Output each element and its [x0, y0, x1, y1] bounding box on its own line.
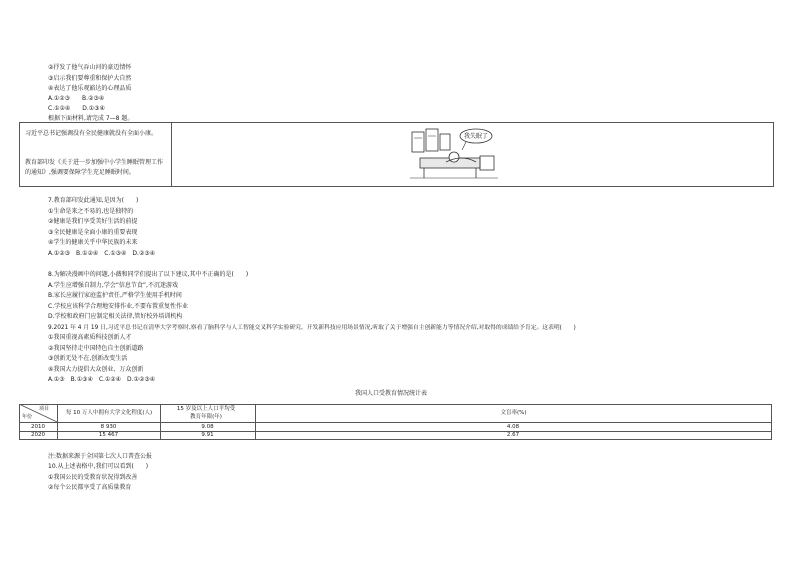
header-university: 每 10 万人中拥有大学文化程度(人) [65, 410, 153, 416]
q8-stem: 8.为解决漫画中的问题,小薇和同学们提出了以下建议,其中不正确的是( ) [48, 271, 249, 278]
row-2010-university: 8 930 [100, 424, 117, 430]
q6-option-2: ②抒发了他气吞山河的豪迈情怀 [48, 64, 132, 71]
q7-option-1: ①生命是来之不易的,也是独特的 [48, 208, 134, 215]
row-2010-illiteracy: 4.08 [506, 424, 520, 430]
table-rule [19, 404, 772, 405]
q6-option-3: ③启示我们要尊重和保护大自然 [48, 75, 132, 82]
material-box [19, 122, 774, 187]
q7-stem: 7.教育部印发此通知,是因为( ) [48, 197, 139, 204]
cartoon-image [406, 126, 502, 182]
q8-option-c: C.学校应该科学合理地安排作业,不要布置重复性作业 [48, 303, 189, 310]
q6-option-4: ④表达了他乐观豁达的心理品质 [48, 85, 132, 92]
q7-option-2: ②健康是我们享受美好生活的前提 [48, 218, 138, 225]
q6-choices-ab: A.①②③ B.②③④ [48, 95, 105, 102]
table-note: 注:数据来源于全国第七次人口普查公报 [48, 453, 153, 460]
q8-option-a: A.学生应增强自制力,学会“信息节食”,不沉迷游戏 [48, 282, 178, 289]
q9-option-2: ②我国坚持走中国特色自主创新道路 [48, 345, 144, 352]
q7-option-3: ③全民健康是全面小康的重要表现 [48, 229, 138, 236]
q8-option-d: D.学校和政府门应制定相关法律,管好校外培训机构 [48, 313, 183, 320]
header-schooling-line2: 教育年限(年) [190, 414, 222, 420]
table-rule [19, 439, 772, 440]
q9-choices: A.①③ B.①③④ C.①②④ D.①②③④ [48, 376, 156, 383]
header-item: 项目 [39, 406, 50, 412]
q7-option-4: ④学生的健康关乎中华民族的未来 [48, 239, 138, 246]
cartoon-bubble-text: 我失眠了 [463, 133, 489, 140]
q8-option-b: B.家长应履行家庭监护责任,严格学生使用手机时间 [48, 292, 182, 299]
material-intro: 根据下面材料,请完成 7—8 题。 [48, 115, 134, 122]
q9-option-3: ③创新无处不在,创新改变生活 [48, 355, 128, 362]
education-table [19, 404, 772, 440]
row-2020-schooling: 9.91 [201, 432, 214, 438]
q7-choices: A.①②③ B.①②④ C.①③④ D.②③④ [48, 250, 156, 257]
material-paragraph-2: 教育部印发《关于进一步加强中小学生睡眠管理工作的通知》,强调要保障学生充足睡眠时间。 [25, 159, 164, 176]
q10-option-2: ②每个公民都享受了高质量教育 [48, 484, 132, 491]
row-2020-year: 2020 [31, 432, 45, 438]
header-illiteracy: 文盲率(%) [500, 410, 527, 416]
q9-option-1: ①我国重视高素质科技创新人才 [48, 334, 132, 341]
q10-stem: 10.从上述表格中,我们可以看到( ) [48, 463, 149, 470]
box-divider [171, 123, 172, 186]
q9-option-4: ④我国大力提倡大众创业、万众创新 [48, 366, 144, 373]
row-2020-illiteracy: 2.67 [506, 432, 520, 438]
row-2010-year: 2010 [31, 424, 45, 430]
q6-choices-cd: C.①②④ D.①③④ [48, 105, 105, 112]
material-paragraph-1: 习近平总书记强调没有全民健康就没有全面小康。 [25, 130, 158, 137]
table-title: 我国人口受教育情况统计表 [355, 390, 428, 397]
header-year: 年份 [22, 414, 33, 420]
q9-stem: 9.2021 年 4 月 19 日,习近平总书记在清华大学考察时,察看了脑科学与人工智能交叉科学实验研究、开发新科技应用场景情况,听取了关于增强自主创新能力等情况介绍,对取得的成绩给予肯定。这表明( ) [48, 325, 576, 331]
row-2010-schooling: 9.08 [201, 424, 214, 430]
header-schooling-line1: 15 岁及以上人口平均受 [176, 406, 236, 412]
table-rule [771, 404, 772, 440]
row-2020-university: 15 467 [98, 432, 119, 438]
q10-option-1: ①我国公民的受教育状况得到改善 [48, 474, 138, 481]
